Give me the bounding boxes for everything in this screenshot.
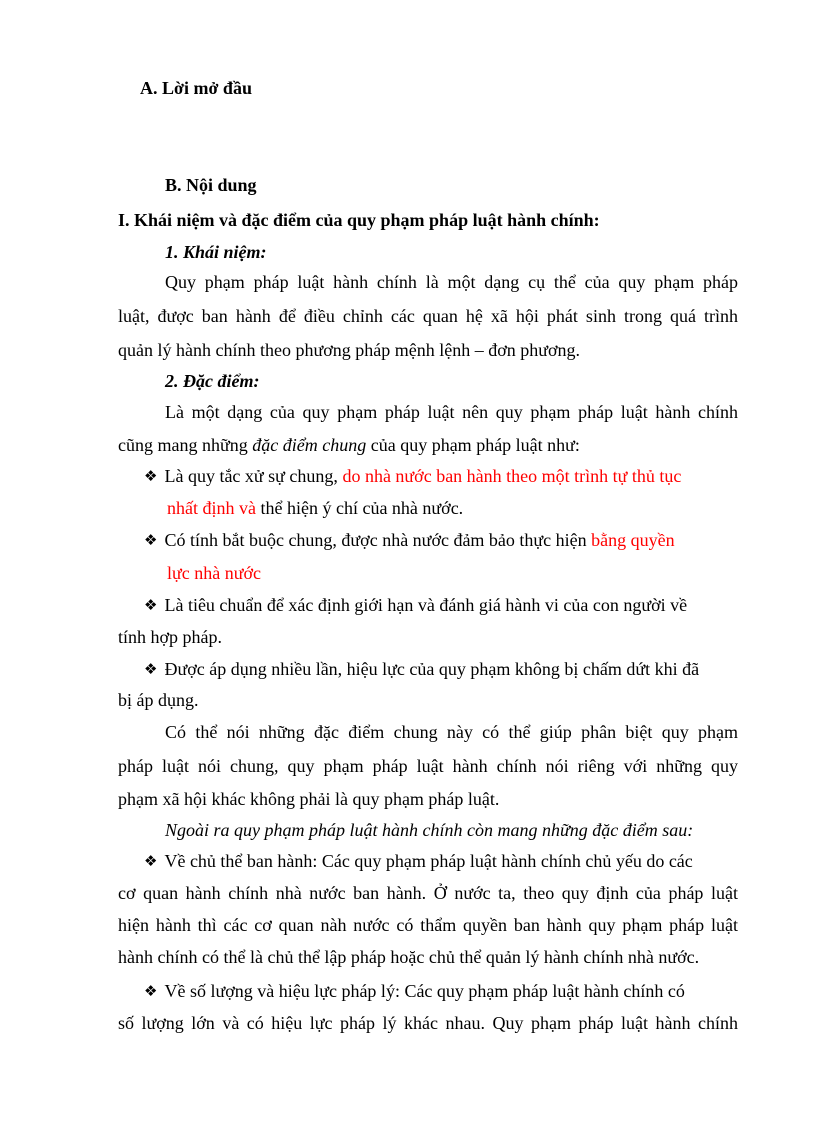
para2-line-3: phạm xã hội khác không phải là quy phạm pháp luật. xyxy=(118,789,500,809)
diamond-bullet-icon: ❖ xyxy=(144,852,158,870)
bullet-2-line-2: lực nhà nước xyxy=(167,563,261,583)
concept-line-1: Quy phạm pháp luật hành chính là một dạng cụ thể của quy phạm pháp xyxy=(165,272,738,292)
italic-intro-line: Ngoài ra quy phạm pháp luật hành chính còn mang những đặc điểm sau: xyxy=(165,820,694,840)
bullet-5-line-1: ❖ Về chủ thể ban hành: Các quy phạm pháp luật hành chính chủ yếu do các xyxy=(144,851,693,871)
bullet-4-line-1: ❖ Được áp dụng nhiều lần, hiệu lực của quy phạm không bị chấm dứt khi đã xyxy=(144,659,700,679)
bullet-1-line-1: ❖ Là quy tắc xử sự chung, do nhà nước ban hành theo một trình tự thủ tục xyxy=(144,466,682,486)
diamond-bullet-icon: ❖ xyxy=(144,596,158,614)
diamond-bullet-icon: ❖ xyxy=(144,982,158,1000)
bullet-3-line-1: ❖ Là tiêu chuẩn để xác định giới hạn và đánh giá hành vi của con người về xyxy=(144,595,688,615)
diamond-bullet-icon: ❖ xyxy=(144,467,158,485)
concept-line-3: quản lý hành chính theo phương pháp mệnh lệnh – đơn phương. xyxy=(118,340,580,360)
bullet-2-line-1: ❖ Có tính bắt buộc chung, được nhà nước đảm bảo thực hiện bằng quyền xyxy=(144,530,675,550)
para2-line-2: pháp luật nói chung, quy phạm pháp luật hành chính nói riêng với những quy xyxy=(118,756,738,776)
bullet-5-line-3: hiện hành thì các cơ quan nàh nước có thẩm quyền ban hành quy phạm pháp luật xyxy=(118,915,738,935)
intro-line-2: cũng mang những đặc điểm chung của quy phạm pháp luật như: xyxy=(118,435,580,455)
bullet-1-line-2: nhất định và thể hiện ý chí của nhà nước. xyxy=(167,498,464,518)
section-a-heading: A. Lời mở đầu xyxy=(140,78,252,98)
concept-line-2: luật, được ban hành để điều chỉnh các quan hệ xã hội phát sinh trong quá trình xyxy=(118,306,738,326)
intro-line-1: Là một dạng của quy phạm pháp luật nên quy phạm pháp luật hành chính xyxy=(165,402,738,422)
bullet-5-line-4: hành chính có thể là chủ thể lập pháp hoặc chủ thể quản lý hành chính nhà nước. xyxy=(118,947,700,967)
diamond-bullet-icon: ❖ xyxy=(144,660,158,678)
diamond-bullet-icon: ❖ xyxy=(144,531,158,549)
section-b-heading: B. Nội dung xyxy=(165,175,257,195)
heading-1: I. Khái niệm và đặc điểm của quy phạm pháp luật hành chính: xyxy=(118,210,600,230)
bullet-5-line-2: cơ quan hành chính nhà nước ban hành. Ở nước ta, theo quy định của pháp luật xyxy=(118,883,738,903)
bullet-6-line-1: ❖ Về số lượng và hiệu lực pháp lý: Các quy phạm pháp luật hành chính có xyxy=(144,981,685,1001)
bullet-3-line-2: tính hợp pháp. xyxy=(118,627,223,647)
subheading-features: 2. Đặc điểm: xyxy=(165,371,260,391)
para2-line-1: Có thể nói những đặc điểm chung này có thể giúp phân biệt quy phạm xyxy=(165,722,738,742)
subheading-concept: 1. Khái niệm: xyxy=(165,242,267,262)
bullet-4-line-2: bị áp dụng. xyxy=(118,690,199,710)
bullet-6-line-2: số lượng lớn và có hiệu lực pháp lý khác nhau. Quy phạm pháp luật hành chính xyxy=(118,1013,738,1033)
